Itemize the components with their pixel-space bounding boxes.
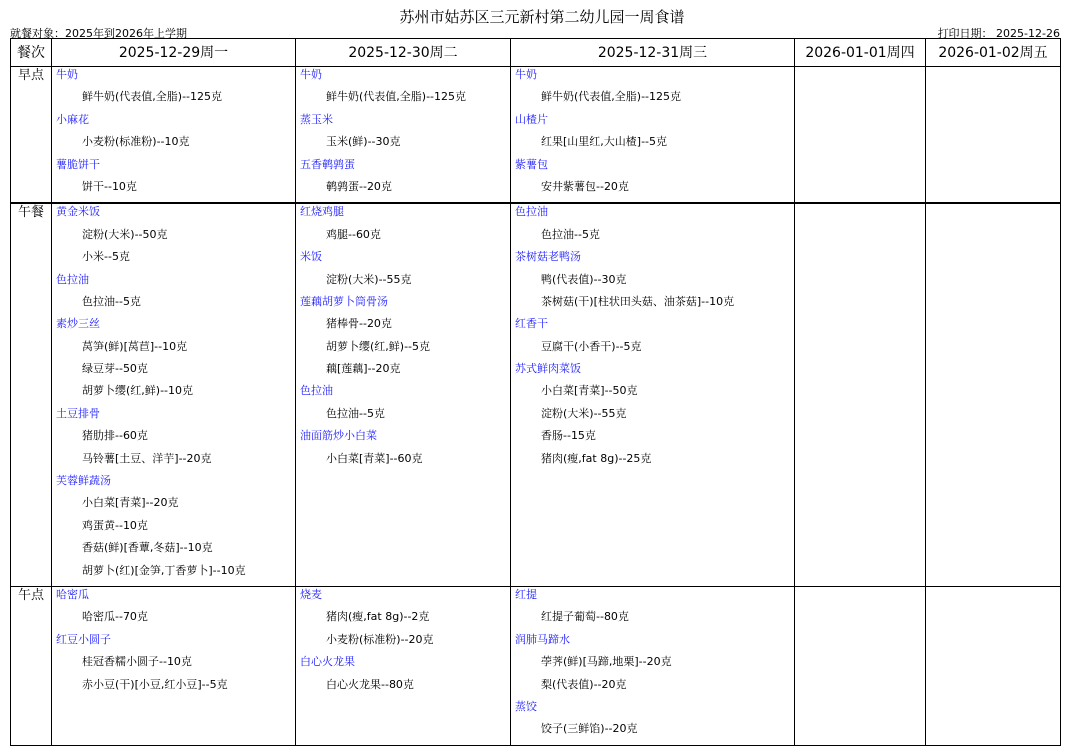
day-cell: [926, 203, 1061, 586]
ingredient-item: 白心火龙果--80克: [326, 677, 414, 691]
ingredient-item: 哈密瓜--70克: [82, 610, 148, 624]
day-cell: [926, 586, 1061, 745]
ingredient-item: 胡萝卜缨(红,鲜)--5克: [326, 339, 431, 353]
dish-name: 山楂片: [515, 112, 548, 126]
ingredient-item: 藕[莲藕]--20克: [326, 362, 401, 376]
ingredient-item: 香肠--15克: [541, 429, 596, 443]
ingredient-item: 胡萝卜(红)[金笋,丁香萝卜]--10克: [82, 563, 246, 577]
ingredient-item: 鸡腿--60克: [326, 227, 381, 241]
dish-name: 红提: [515, 587, 537, 601]
ingredient-item: 鸭(代表值)--30克: [541, 272, 627, 286]
dish-name: 白心火龙果: [300, 655, 355, 669]
ingredient-item: 小白菜[青菜]--20克: [82, 496, 179, 510]
dish-name: 土豆排骨: [56, 406, 100, 420]
day-cell: [926, 67, 1061, 204]
ingredient-item: 梨(代表值)--20克: [541, 677, 627, 691]
ingredient-item: 鲜牛奶(代表值,全脂)--125克: [541, 90, 682, 104]
dish-name: 小麻花: [56, 112, 89, 126]
day-header: 2025-12-31周三: [511, 39, 795, 67]
ingredient-item: 鹌鹑蛋--20克: [326, 179, 392, 193]
audience-label: 就餐对象：2025年到2026年上学期: [10, 27, 187, 40]
ingredient-item: 鲜牛奶(代表值,全脂)--125克: [82, 90, 223, 104]
day-cell: [511, 586, 795, 745]
ingredient-item: 豆腐干(小香干)--5克: [541, 339, 642, 353]
dish-name: 色拉油: [300, 384, 333, 398]
dish-name: 油面筋炒小白菜: [300, 429, 377, 443]
ingredient-item: 猪肉(瘦,fat 8g)--25克: [541, 451, 652, 465]
dish-name: 牛奶: [300, 68, 322, 81]
ingredient-item: 桂冠香糯小圆子--10克: [82, 655, 192, 669]
ingredient-item: 绿豆芽--50克: [82, 362, 148, 376]
meal-row: [11, 586, 1061, 745]
ingredient-item: 荸荠(鲜)[马蹄,地栗]--20克: [541, 655, 672, 669]
ingredient-item: 猪肋排--60克: [82, 429, 148, 443]
ingredient-item: 猪肉(瘦,fat 8g)--2克: [326, 610, 430, 624]
dish-name: 牛奶: [56, 68, 78, 81]
ingredient-item: 小米--5克: [82, 250, 130, 264]
menu-table: [10, 38, 1061, 746]
dish-name: 烧麦: [300, 587, 322, 601]
day-cell: [795, 586, 926, 745]
meal-name: 午餐: [11, 203, 52, 586]
ingredient-item: 红果[山里红,大山楂]--5克: [541, 135, 668, 149]
ingredient-item: 淀粉(大米)--55克: [541, 406, 627, 420]
day-cell: [795, 203, 926, 586]
ingredient-item: 玉米(鲜)--30克: [326, 135, 401, 149]
day-header: 2025-12-29周一: [52, 39, 296, 67]
dish-name: 蒸玉米: [300, 112, 333, 126]
ingredient-item: 红提子葡萄--80克: [541, 610, 629, 624]
print-date-label: 打印日期： 2025-12-26: [937, 27, 1060, 40]
dish-name: 茶树菇老鸭汤: [515, 250, 581, 264]
day-cell: [52, 586, 296, 745]
dish-name: 素炒三丝: [56, 317, 100, 331]
meal-name: 午点: [11, 586, 52, 745]
ingredient-item: 赤小豆(干)[小豆,红小豆]--5克: [82, 677, 228, 691]
day-cell: [296, 203, 511, 586]
dish-name: 苏式鲜肉菜饭: [515, 362, 581, 376]
dish-name: 红烧鸡腿: [300, 205, 344, 219]
dish-name: 紫薯包: [515, 157, 548, 171]
ingredient-item: 饼干--10克: [82, 179, 137, 193]
ingredient-item: 鸡蛋黄--10克: [82, 518, 148, 532]
page-title: 苏州市姑苏区三元新村第二幼儿园一周食谱: [399, 8, 685, 26]
ingredient-item: 淀粉(大米)--55克: [326, 272, 412, 286]
dish-name: 蒸饺: [515, 699, 537, 713]
ingredient-item: 猪棒骨--20克: [326, 317, 392, 331]
ingredient-item: 马铃薯[土豆、洋芋]--20克: [82, 451, 212, 465]
ingredient-item: 小白菜[青菜]--60克: [326, 451, 423, 465]
ingredient-item: 香菇(鲜)[香蕈,冬菇]--10克: [82, 541, 213, 555]
ingredient-item: 小白菜[青菜]--50克: [541, 384, 638, 398]
day-cell: [511, 67, 795, 204]
day-header: 2026-01-01周四: [795, 39, 926, 67]
ingredient-item: 色拉油--5克: [326, 406, 385, 420]
dish-name: 芙蓉鲜蔬汤: [56, 474, 111, 488]
dish-name: 五香鹌鹑蛋: [300, 157, 355, 171]
ingredient-item: 莴笋(鲜)[莴苣]--10克: [82, 339, 188, 353]
meal-column-header: 餐次: [11, 39, 52, 67]
header-row: [11, 39, 1061, 67]
dish-name: 红香干: [515, 317, 548, 331]
dish-name: 红豆小圆子: [56, 632, 111, 646]
menu-body: [11, 67, 1061, 746]
day-cell: [296, 586, 511, 745]
ingredient-item: 鲜牛奶(代表值,全脂)--125克: [326, 90, 467, 104]
day-header: 2026-01-02周五: [926, 39, 1061, 67]
dish-name: 色拉油: [515, 205, 548, 219]
dish-name: 色拉油: [56, 272, 89, 286]
dish-name: 莲藕胡萝卜筒骨汤: [300, 294, 388, 308]
day-cell: [795, 67, 926, 204]
dish-name: 米饭: [300, 250, 322, 264]
dish-name: 润肺马蹄水: [515, 632, 570, 646]
ingredient-item: 色拉油--5克: [541, 227, 600, 241]
ingredient-item: 茶树菇(干)[柱状田头菇、油茶菇]--10克: [541, 294, 735, 308]
ingredient-item: 色拉油--5克: [82, 294, 141, 308]
day-header: 2025-12-30周二: [296, 39, 511, 67]
meal-name: 早点: [11, 67, 52, 204]
day-cell: [296, 67, 511, 204]
ingredient-item: 安井紫薯包--20克: [541, 179, 629, 193]
ingredient-item: 小麦粉(标准粉)--20克: [326, 632, 434, 646]
day-cell: [511, 203, 795, 586]
ingredient-item: 饺子(三鲜馅)--20克: [541, 722, 638, 736]
dish-name: 薯脆饼干: [56, 157, 100, 171]
meal-row: [11, 67, 1061, 204]
dish-name: 哈密瓜: [56, 587, 89, 601]
day-cell: [52, 203, 296, 586]
meal-row: [11, 203, 1061, 586]
day-cell: [52, 67, 296, 204]
ingredient-item: 小麦粉(标准粉)--10克: [82, 135, 190, 149]
ingredient-item: 胡萝卜缨(红,鲜)--10克: [82, 384, 194, 398]
dish-name: 黄金米饭: [56, 205, 100, 219]
ingredient-item: 淀粉(大米)--50克: [82, 227, 168, 241]
dish-name: 牛奶: [515, 68, 537, 81]
